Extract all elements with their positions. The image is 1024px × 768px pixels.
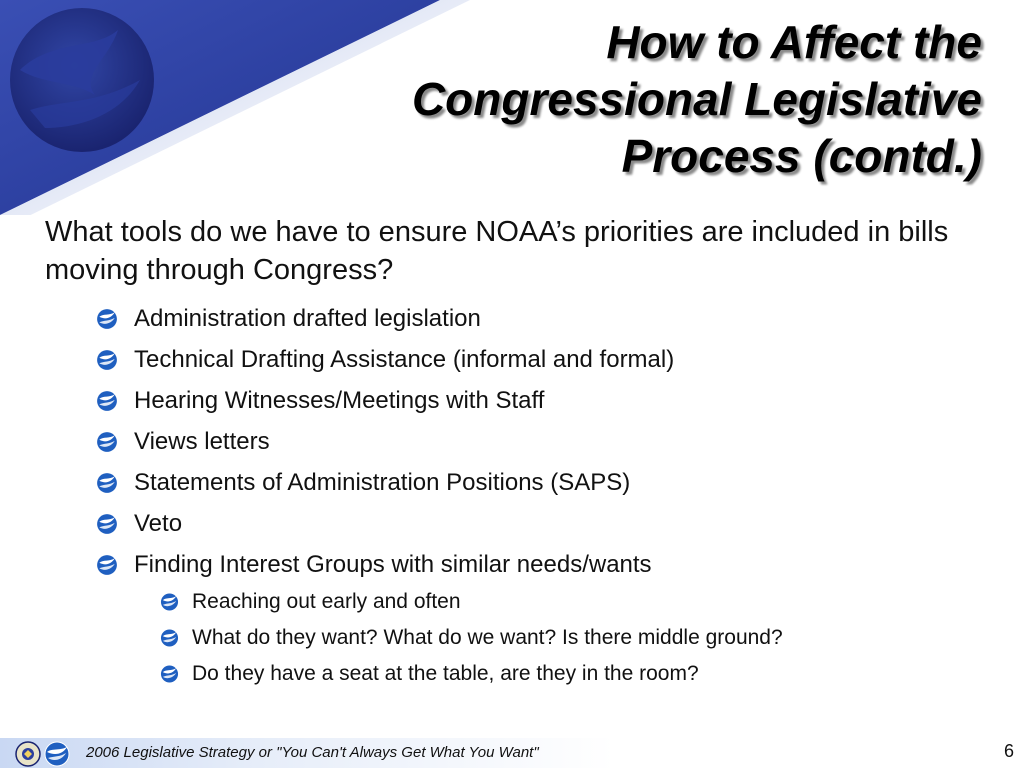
title-line: How to Affect the — [606, 16, 982, 68]
bullet-text: Views letters — [134, 428, 270, 455]
bullet-text: Veto — [134, 510, 183, 537]
noaa-bullet-icon — [160, 629, 179, 648]
slide-title — [342, 14, 982, 185]
noaa-bullet-icon — [96, 513, 118, 535]
sub-bullet-text: Do they have a seat at the table, are they in the room? — [192, 662, 699, 685]
bullet-text: Administration drafted legislation — [134, 305, 481, 332]
sub-bullet-text: What do they want? What do we want? Is there middle ground? — [192, 626, 783, 649]
bullet-item — [96, 380, 674, 421]
sub-bullet-item — [160, 584, 783, 620]
noaa-bullet-icon — [96, 431, 118, 453]
bullet-text: Hearing Witnesses/Meetings with Staff — [134, 387, 545, 414]
page-number: 6 — [1003, 741, 1014, 761]
noaa-bullet-icon — [96, 390, 118, 412]
bullet-item — [96, 503, 674, 544]
sub-bullet-list — [160, 584, 783, 692]
doc-seal-icon — [16, 742, 40, 766]
noaa-bullet-icon — [96, 349, 118, 371]
noaa-logo-icon — [45, 742, 69, 766]
noaa-bullet-icon — [160, 665, 179, 684]
title-line: Congressional Legislative — [411, 73, 982, 125]
bullet-item — [96, 462, 674, 503]
noaa-bullet-icon — [160, 593, 179, 612]
intro-question: What tools do we have to ensure NOAA’s priorities are included in bills moving through Congress? — [45, 216, 949, 286]
bullet-text: Technical Drafting Assistance (informal and formal) — [134, 346, 675, 373]
noaa-bullet-icon — [96, 308, 118, 330]
bullet-item — [96, 421, 674, 462]
bullet-text: Statements of Administration Positions (SAPS) — [134, 469, 631, 496]
bullet-item — [96, 544, 674, 585]
bullet-text: Finding Interest Groups with similar needs/wants — [134, 551, 652, 578]
bullet-item — [96, 298, 674, 339]
bullet-item — [96, 339, 674, 380]
sub-bullet-item — [160, 620, 783, 656]
noaa-logo-icon — [10, 8, 154, 152]
bullet-list — [96, 298, 674, 585]
noaa-bullet-icon — [96, 554, 118, 576]
sub-bullet-item — [160, 656, 783, 692]
footer-logos — [15, 741, 71, 767]
footer-caption: 2006 Legislative Strategy or "You Can't Always Get What You Want" — [86, 744, 539, 761]
sub-bullet-text: Reaching out early and often — [192, 590, 461, 613]
title-line: Process (contd.) — [621, 130, 982, 182]
noaa-bullet-icon — [96, 472, 118, 494]
